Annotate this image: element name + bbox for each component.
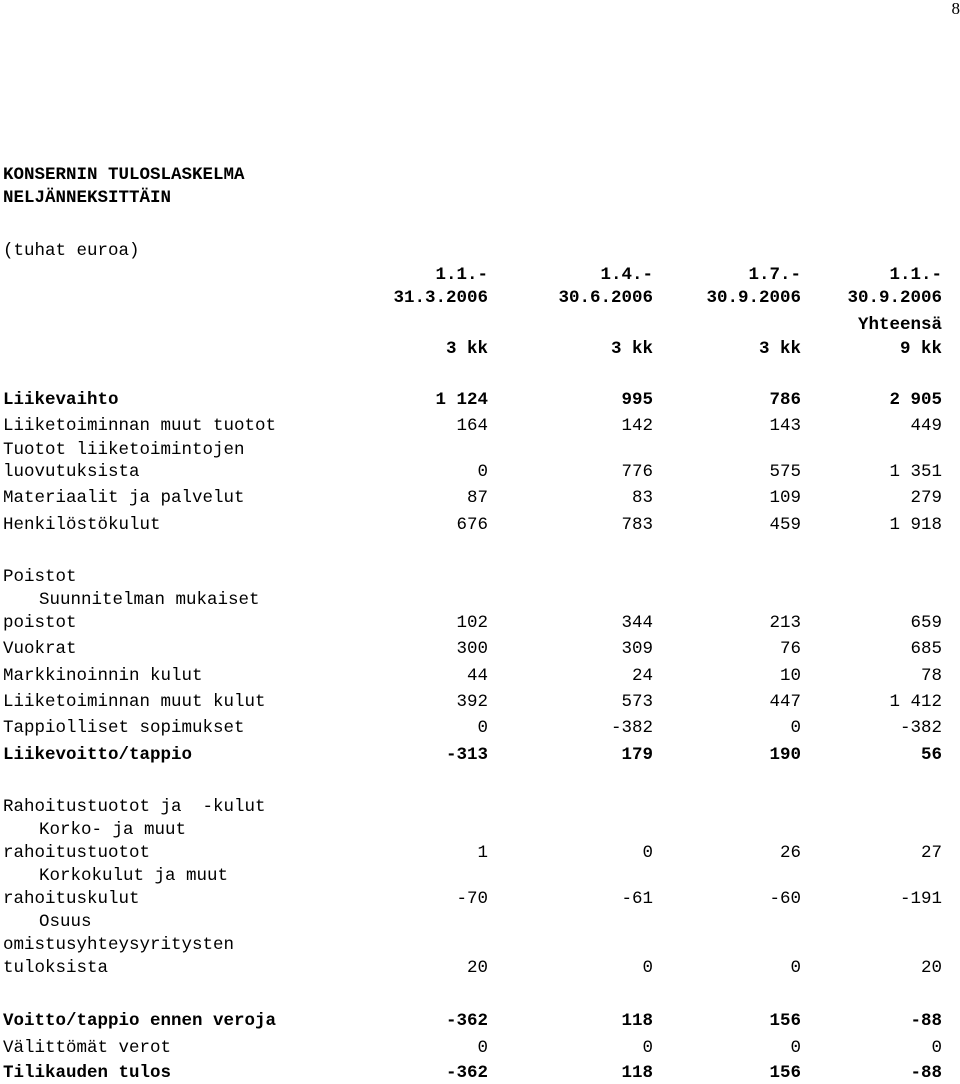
row-label-line-1: Osuus <box>39 912 92 932</box>
section-rahoitus-heading: Rahoitustuotot ja -kulut <box>3 797 266 817</box>
row-value: 0 <box>790 958 801 978</box>
row-value: 344 <box>621 613 653 633</box>
row-value: 659 <box>910 613 942 633</box>
col2-length: 3 kk <box>610 339 653 359</box>
col1-length: 3 kk <box>445 339 488 359</box>
row-value: -362 <box>445 1063 488 1083</box>
row-value: 573 <box>621 692 653 712</box>
row-value: 0 <box>931 1038 942 1058</box>
col3-length: 3 kk <box>758 339 801 359</box>
row-label-line-2: luovutuksista <box>3 462 140 482</box>
row-value: -60 <box>769 889 801 909</box>
row-value: 1 124 <box>435 390 488 410</box>
row-value: 109 <box>769 488 801 508</box>
row-label-line-2: rahoitustuotot <box>3 843 151 863</box>
row-value: 142 <box>621 416 653 436</box>
row-value: 156 <box>769 1063 801 1083</box>
page-number: 8 <box>951 0 960 18</box>
row-value: 392 <box>456 692 488 712</box>
row-value: 143 <box>769 416 801 436</box>
row-value: 995 <box>621 390 653 410</box>
col4-period-start: 1.1.- <box>889 265 942 285</box>
col3-period-start: 1.7.- <box>748 265 801 285</box>
row-value: 26 <box>779 843 801 863</box>
title-line-2: NELJÄNNEKSITTÄIN <box>3 188 172 208</box>
row-value: 1 <box>477 843 488 863</box>
row-value: -191 <box>899 889 942 909</box>
row-value: 0 <box>790 1038 801 1058</box>
row-value: 279 <box>910 488 942 508</box>
row-value: -382 <box>899 718 942 738</box>
row-value: 102 <box>456 613 488 633</box>
row-label-line-1: Tuotot liiketoimintojen <box>3 440 245 460</box>
row-label-line-2: omistusyhteysyritysten <box>3 935 235 955</box>
row-value: 685 <box>910 639 942 659</box>
row-label: Liikevoitto/tappio <box>3 745 193 765</box>
row-value: 783 <box>621 515 653 535</box>
row-label: Tappiolliset sopimukset <box>3 718 245 738</box>
row-value: 0 <box>642 1038 653 1058</box>
row-value: -88 <box>910 1011 942 1031</box>
row-label: Markkinoinnin kulut <box>3 666 203 686</box>
row-value: 213 <box>769 613 801 633</box>
row-value: 776 <box>621 462 653 482</box>
row-value: 87 <box>466 488 488 508</box>
row-value: 20 <box>466 958 488 978</box>
section-poistot-heading: Poistot <box>3 567 77 587</box>
col4-period-end: 30.9.2006 <box>847 288 942 308</box>
row-label: Vuokrat <box>3 639 77 659</box>
row-value: 2 905 <box>889 390 942 410</box>
row-label: Materiaalit ja palvelut <box>3 488 245 508</box>
row-value: 118 <box>621 1011 653 1031</box>
col2-period-end: 30.6.2006 <box>558 288 653 308</box>
row-value: -61 <box>621 889 653 909</box>
col4-length: 9 kk <box>899 339 942 359</box>
row-value: -313 <box>445 745 488 765</box>
row-label: Liiketoiminnan muut kulut <box>3 692 266 712</box>
row-value: 0 <box>477 718 488 738</box>
row-value: -362 <box>445 1011 488 1031</box>
row-value: -382 <box>610 718 653 738</box>
row-value: 0 <box>642 958 653 978</box>
row-value: 1 918 <box>889 515 942 535</box>
row-value: 27 <box>920 843 942 863</box>
col1-period-start: 1.1.- <box>435 265 488 285</box>
row-value: 1 351 <box>889 462 942 482</box>
row-value: 459 <box>769 515 801 535</box>
row-label: Tilikauden tulos <box>3 1063 172 1083</box>
row-value: 118 <box>621 1063 653 1083</box>
row-value: 1 412 <box>889 692 942 712</box>
row-value: 76 <box>779 639 801 659</box>
row-label: Liiketoiminnan muut tuotot <box>3 416 277 436</box>
row-label-line-1: Korkokulut ja muut <box>39 866 229 886</box>
row-value: 309 <box>621 639 653 659</box>
row-label: Henkilöstökulut <box>3 515 161 535</box>
row-label: Välittömät verot <box>3 1038 172 1058</box>
row-value: 786 <box>769 390 801 410</box>
row-value: 676 <box>456 515 488 535</box>
row-value: 449 <box>910 416 942 436</box>
row-value: -70 <box>456 889 488 909</box>
row-value: 0 <box>790 718 801 738</box>
row-value: 20 <box>920 958 942 978</box>
row-value: 44 <box>466 666 488 686</box>
row-label-line-2: rahoituskulut <box>3 889 140 909</box>
row-value: 156 <box>769 1011 801 1031</box>
row-value: 24 <box>631 666 653 686</box>
row-value: 56 <box>920 745 942 765</box>
row-value: 0 <box>642 843 653 863</box>
title-line-1: KONSERNIN TULOSLASKELMA <box>3 165 245 185</box>
col4-total-label: Yhteensä <box>857 315 942 335</box>
row-label-line-1: Suunnitelman mukaiset <box>39 590 260 610</box>
row-label: Liikevaihto <box>3 390 119 410</box>
unit-label: (tuhat euroa) <box>3 241 140 261</box>
row-value: 447 <box>769 692 801 712</box>
row-value: 10 <box>779 666 801 686</box>
row-value: 179 <box>621 745 653 765</box>
row-value: 190 <box>769 745 801 765</box>
row-label: Voitto/tappio ennen veroja <box>3 1011 277 1031</box>
row-value: 300 <box>456 639 488 659</box>
row-value: 0 <box>477 1038 488 1058</box>
row-value: -88 <box>910 1063 942 1083</box>
row-value: 0 <box>477 462 488 482</box>
row-value: 83 <box>631 488 653 508</box>
col1-period-end: 31.3.2006 <box>393 288 488 308</box>
col3-period-end: 30.9.2006 <box>706 288 801 308</box>
row-value: 164 <box>456 416 488 436</box>
row-value: 78 <box>920 666 942 686</box>
row-label-line-2: poistot <box>3 613 77 633</box>
col2-period-start: 1.4.- <box>600 265 653 285</box>
row-value: 575 <box>769 462 801 482</box>
row-label-line-3: tuloksista <box>3 958 109 978</box>
row-label-line-1: Korko- ja muut <box>39 820 187 840</box>
